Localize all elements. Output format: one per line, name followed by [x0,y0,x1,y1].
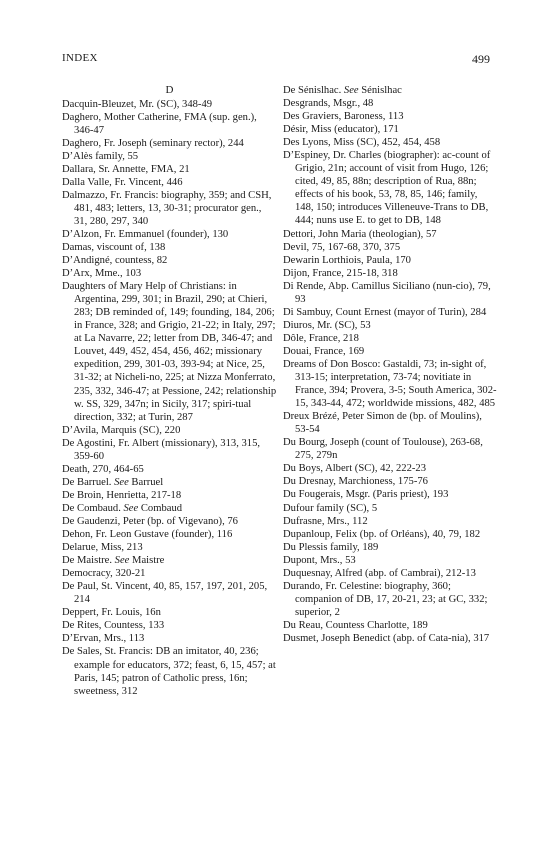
index-entry: Dalmazzo, Fr. Francis: biography, 359; and CSH, 481, 483; letters, 13, 30-31; procurator gen., 31, 280, 297, 340 [62,189,272,227]
right-entries-list [283,84,498,645]
index-entry: Dufour family (SC), 5 [283,502,378,514]
index-entry: De Combaud. See Combaud [62,502,183,514]
index-entry: Delarue, Miss, 213 [62,542,143,554]
index-entry: Deppert, Fr. Louis, 16n [62,607,161,619]
index-entry: Durando, Fr. Celestine: biography, 360; companion of DB, 17, 20-21, 23; at GC, 332; superior, 2 [283,580,488,618]
index-entry: Daghero, Mother Catherine, FMA (sup. gen.), 346-47 [62,111,257,136]
index-entry: Di Rende, Abp. Camillus Siciliano (nun-cio), 79, 93 [283,280,491,305]
index-entry: Democracy, 320-21 [62,568,146,580]
index-entry: Di Sambuy, Count Ernest (mayor of Turin), 284 [283,306,487,318]
index-entry: Daghero, Fr. Joseph (seminary rector), 244 [62,137,244,149]
index-entry: De Sales, St. Francis: DB an imitator, 40, 236; example for educators, 372; feast, 6, 15, 457; at Paris, 145; patron of Catholic press, 16n; sweetness, 312 [62,646,276,697]
index-entry: De Paul, St. Vincent, 40, 85, 157, 197, 201, 205, 214 [62,581,268,606]
page-number: 499 [472,52,490,66]
index-entry: Dijon, France, 215-18, 318 [283,267,398,279]
index-entry: Dewarin Lorthiois, Paula, 170 [283,254,411,266]
index-entry: Du Reau, Countess Charlotte, 189 [283,619,428,631]
index-entry: Du Bourg, Joseph (count of Toulouse), 263-68, 275, 279n [283,437,483,462]
index-entry: Des Graviers, Baroness, 113 [283,111,404,123]
index-entry: Death, 270, 464-65 [62,463,144,475]
index-entry: Daughters of Mary Help of Christians: in Argentina, 299, 301; in Brazil, 290; at Chieri, 283; DB reminded of, 149; founding, 184, 206; in France, 328; and Grigio, 21-22; in Italy, 297; at La Navarre, 22; letter from DB, 346-47; and Louvet, 449, 452, 454, 456, 462; missionary expedition, 299, 301-03, 393-94; at Nice, 25, 31-32; at Nicheli-no, 225; at Nizza Monferrato, 235, 332, 346-47; at Pessione, 242; relationship w. SS, 329, 347n; in Sicily, 317; spiri-tual direction, 332; at Turin, 287 [62,281,277,423]
index-entry: D’Alzon, Fr. Emmanuel (founder), 130 [62,228,229,240]
index-entry: D’Arx, Mme., 103 [62,268,142,280]
section-letter: D [165,84,174,96]
index-entry: De Barruel. See Barruel [62,476,164,488]
index-entry: Dacquin-Bleuzet, Mr. (SC), 348-49 [62,98,213,110]
index-entry: De Broin, Henrietta, 217-18 [62,489,182,501]
index-entry: Dettori, John Maria (theologian), 57 [283,228,437,240]
index-column-left [62,84,277,698]
index-entry: Dehon, Fr. Leon Gustave (founder), 116 [62,529,233,541]
index-entry: Diuros, Mr. (SC), 53 [283,319,371,331]
index-entry: Dôle, France, 218 [283,332,359,344]
index-entry: D’Ervan, Mrs., 113 [62,633,145,645]
index-entry: De Rites, Countess, 133 [62,620,165,632]
index-entry: D’Avila, Marquis (SC), 220 [62,424,181,436]
index-entry: Dreux Brézé, Peter Simon de (bp. of Moulins), 53-54 [283,411,482,436]
index-entry: Désir, Miss (educator), 171 [283,124,399,136]
index-entry: De Maistre. See Maistre [62,555,165,567]
index-entry: Douai, France, 169 [283,345,365,357]
index-entry: Du Plessis family, 189 [283,541,379,553]
index-entry: Devil, 75, 167-68, 370, 375 [283,241,401,253]
index-entry: Desgrands, Msgr., 48 [283,98,374,110]
index-entry: Dusmet, Joseph Benedict (abp. of Cata-nia), 317 [283,632,490,644]
index-column-right [283,84,498,645]
index-entry: D’Alès family, 55 [62,150,139,162]
index-entry: De Sénislhac. See Sénislhac [283,85,402,96]
index-entry: Des Lyons, Miss (SC), 452, 454, 458 [283,137,441,149]
running-head-title: INDEX [62,52,98,64]
index-entry: Du Dresnay, Marchioness, 175-76 [283,476,428,488]
left-entries-list [62,98,277,698]
index-entry: Dreams of Don Bosco: Gastaldi, 73; in-sight of, 313-15; interpretation, 73-74; novitiate in France, 394; Provera, 3-5; South America, 302-15, 343-44, 472; worldwide missions, 482, 485 [283,358,497,410]
index-entry: Dallara, Sr. Annette, FMA, 21 [62,163,190,175]
index-entry: Duquesnay, Alfred (abp. of Cambrai), 212-13 [283,567,476,579]
index-entry: Du Boys, Albert (SC), 42, 222-23 [283,463,427,475]
index-entry: Damas, viscount of, 138 [62,242,166,254]
index-entry: Dufrasne, Mrs., 112 [283,515,368,527]
index-entry: Dupanloup, Felix (bp. of Orléans), 40, 79, 182 [283,528,481,540]
index-entry: De Agostini, Fr. Albert (missionary), 313, 315, 359-60 [62,437,261,462]
index-entry: D’Andigné, countess, 82 [62,255,168,267]
index-entry: Du Fougerais, Msgr. (Paris priest), 193 [283,489,449,501]
index-entry: Dalla Valle, Fr. Vincent, 446 [62,176,183,188]
index-entry: Dupont, Mrs., 53 [283,554,356,566]
index-entry: De Gaudenzi, Peter (bp. of Vigevano), 76 [62,516,238,527]
page-header [62,52,490,68]
index-entry: D’Espiney, Dr. Charles (biographer): ac-count of Grigio, 21n; account of visit from Hugo, 126; cited, 49, 85, 88n; description of Rua, 88n; effects of his book, 53, 78, 85, 146; family, 148, 150; introduces Villeneuve-Trans to DB, 444; nuns use E. to get to DB, 148 [283,150,491,227]
